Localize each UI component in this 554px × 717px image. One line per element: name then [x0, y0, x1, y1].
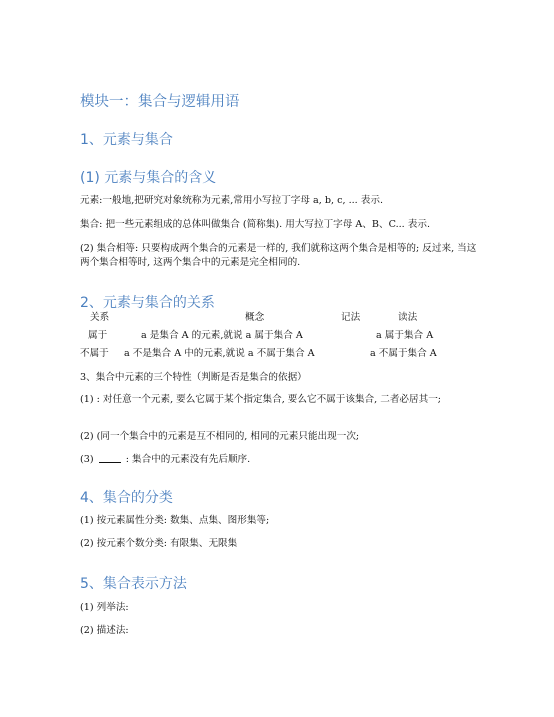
characteristic-3-prefix: (3) — [80, 454, 94, 465]
table-row-2-reading: a 不属于集合 A — [370, 348, 437, 359]
paragraph-set-equality: (2) 集合相等: 只要构成两个集合的元素是一样的, 我们就称这两个集合是相等的; 反过来, 当这两个集合相等时, 这两个集合中的元素是完全相同的. — [80, 243, 477, 268]
characteristic-2: (2) (同一个集合中的元素是互不相同的, 相同的元素只能出现一次; — [80, 431, 360, 442]
characteristic-1: (1) : 对任意一个元素, 要么它属于某个指定集合, 要么它不属于该集合, 二者必居其一; — [80, 394, 442, 405]
section-4-title: 4、集合的分类 — [80, 490, 173, 506]
table-row-2-concept: a 不是集合 A 中的元素,就说 a 不属于集合 A — [124, 348, 315, 359]
classification-2: (2) 按元素个数分类: 有限集、无限集 — [80, 538, 238, 549]
paragraph-elements: 元素:一般地,把研究对象统称为元素,常用小写拉丁字母 a, b, c, ... 表示. — [80, 195, 384, 206]
table-row-1-notation: a ∈ A — [332, 330, 358, 341]
subsection-1-1-title: (1) 元素与集合的含义 — [80, 170, 217, 186]
table-row-2-notation: a ∉ A — [340, 348, 366, 359]
table-row-1-reading: a 属于集合 A — [376, 330, 434, 341]
characteristic-3 — [80, 453, 480, 467]
table-row-1-concept: a 是集合 A 的元素,就说 a 属于集合 A — [141, 330, 303, 341]
table-header-notation: 记法 — [341, 312, 361, 323]
table-header-reading: 读法 — [398, 312, 418, 323]
representation-2: (2) 描述法: — [80, 625, 129, 636]
representation-1: (1) 列举法: — [80, 602, 129, 613]
fill-in-blank — [99, 453, 121, 463]
section-2-title: 2、元素与集合的关系 — [80, 295, 215, 311]
classification-1: (1) 按元素属性分类: 数集、点集、图形集等; — [80, 515, 270, 526]
table-header-relation: 关系 — [90, 312, 110, 323]
section-5-title: 5、集合表示方法 — [80, 576, 187, 592]
subsection-3-title: 3、集合中元素的三个特性（判断是否是集合的依据） — [80, 372, 307, 383]
module-title: 模块一：集合与逻辑用语 — [80, 94, 240, 110]
section-1-title: 1、元素与集合 — [80, 132, 173, 148]
paragraph-sets: 集合: 把一些元素组成的总体叫做集合 (简称集). 用大写拉丁字母 A、B、C... 表示. — [80, 219, 431, 230]
table-row-1-relation: 属于 — [88, 330, 108, 341]
table-header-concept: 概念 — [245, 312, 265, 323]
characteristic-3-text: : 集合中的元素没有先后顺序. — [125, 454, 251, 465]
table-row-2-relation: 不属于 — [80, 348, 109, 359]
